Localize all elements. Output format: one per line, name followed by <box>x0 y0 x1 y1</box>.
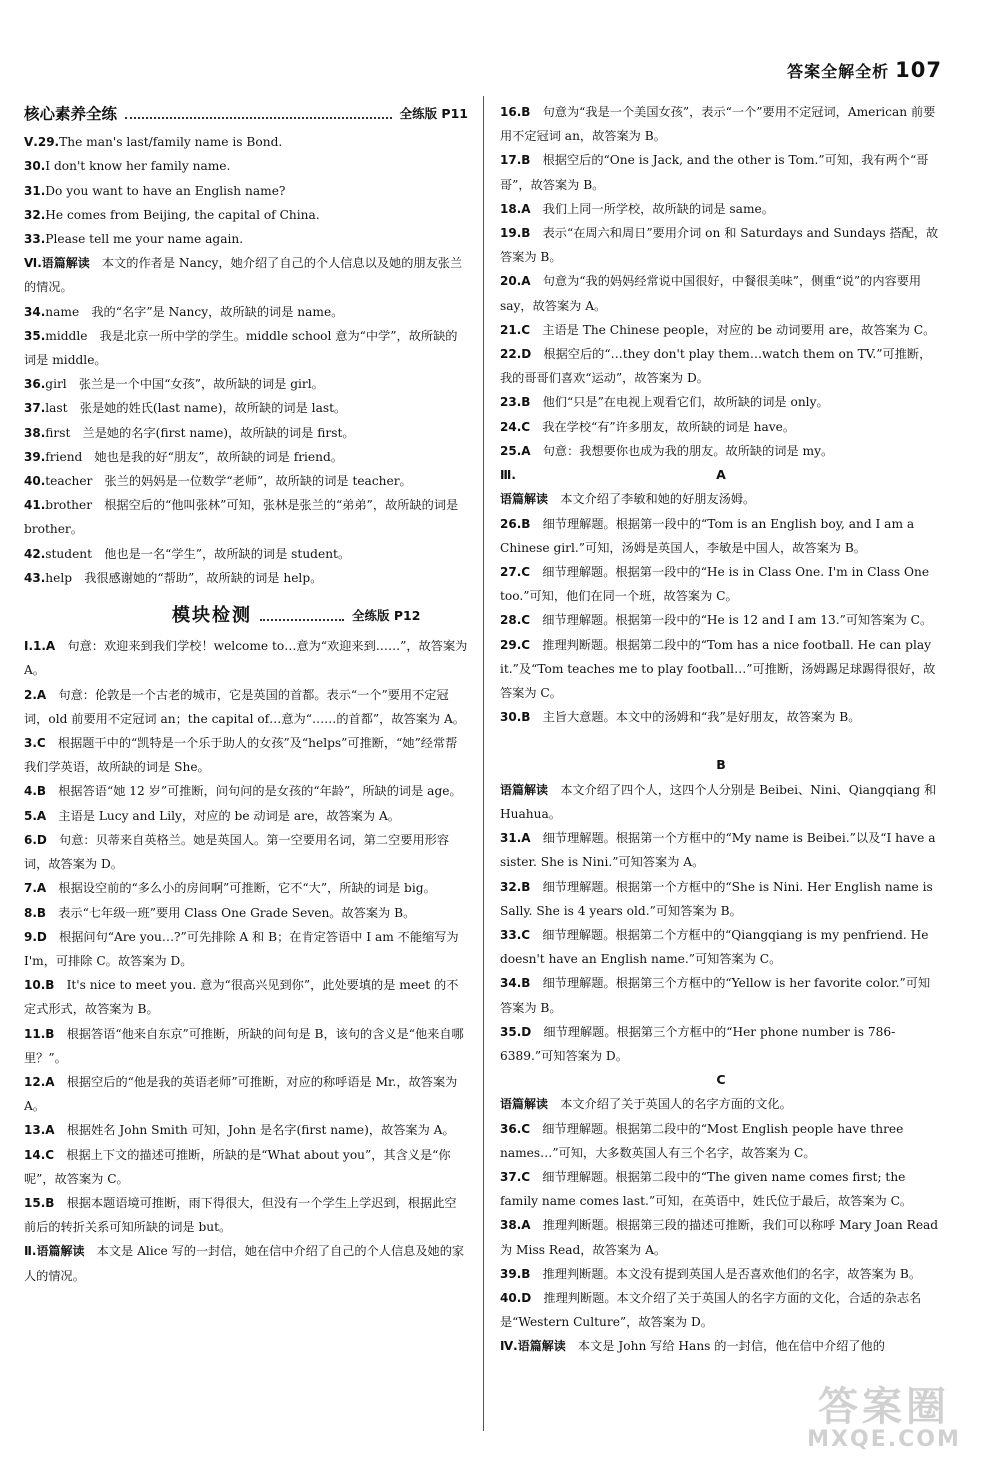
answer-item <box>500 923 942 971</box>
answer-text: 主语是 The Chinese people，对应的 be 动词要用 are，故答案为 C。 <box>530 322 936 337</box>
answer-item <box>500 705 942 729</box>
answer-text: 句意：欢迎来到我们学校！welcome to…意为“欢迎来到……”，故答案为 A。 <box>24 639 468 678</box>
answer-number: 14.C <box>24 1147 55 1162</box>
answer-text: 我在学校“有”许多朋友，故所缺的词是 have。 <box>530 419 796 434</box>
answer-list-3b <box>500 778 942 1068</box>
answer-number: 32.B <box>500 879 531 894</box>
watermark-line2: MXQE.COM <box>807 1427 961 1452</box>
answer-text: 主语是 Lucy and Lily，对应的 be 动词是 are，故答案为 A。 <box>46 808 400 823</box>
answer-number: 20.A <box>500 274 531 289</box>
answer-item <box>500 1213 942 1261</box>
answer-text: Do you want to have an English name? <box>45 183 286 198</box>
answer-number: 16.B <box>500 105 531 119</box>
answer-number: 28.C <box>500 613 531 628</box>
answer-item <box>24 683 468 731</box>
section-title: 模块检测 <box>172 605 252 627</box>
answer-item <box>24 130 468 154</box>
answer-item <box>500 439 942 463</box>
answer-text: Please tell me your name again. <box>45 232 244 247</box>
watermark-logo <box>794 1386 974 1458</box>
answer-text: 细节理解题。根据第二段中的“Most English people have three names…”可知，大多数英国人有三个名字，故答案为 C。 <box>500 1121 904 1160</box>
answer-number: 6.D <box>24 832 47 847</box>
answer-item <box>24 396 468 420</box>
answer-item <box>500 100 942 148</box>
answer-number: 18.A <box>500 201 531 216</box>
dotted-leader <box>125 109 392 119</box>
answer-item <box>500 1165 942 1213</box>
answer-item <box>24 1239 468 1287</box>
page-header <box>787 58 942 82</box>
answer-text: 根据题干中的“凯特是一个乐于助人的女孩”及“helps”可推断，“她”经常帮我们学英语，故所缺的词是 She。 <box>24 736 458 775</box>
answer-text: 根据设空前的“多么小的房间啊”可推断，它不“大”，所缺的词是 big。 <box>46 881 436 896</box>
answer-item <box>500 415 942 439</box>
answer-number: 29.C <box>500 637 531 652</box>
answer-item <box>24 324 468 372</box>
answer-item <box>24 876 468 900</box>
section-heading-core <box>24 102 468 126</box>
answer-text: 细节理解题。根据第三个方框中的“Yellow is her favorite color.”可知答案为 B。 <box>500 976 931 1015</box>
answer-item <box>500 1334 942 1358</box>
answer-item <box>24 179 468 203</box>
answer-item <box>24 445 468 469</box>
answer-number: 37. <box>24 401 46 416</box>
answer-number: 19.B <box>500 226 531 241</box>
answer-number: 32. <box>24 207 46 222</box>
answer-number: 30.B <box>500 710 531 725</box>
answer-number: 15.B <box>24 1195 55 1210</box>
answer-number: 3.C <box>24 736 46 751</box>
answer-number: 43. <box>24 570 46 585</box>
answer-text: first 兰是她的名字(first name)，故所缺的词是 first。 <box>45 425 355 440</box>
answer-text: student 他也是一名“学生”，故所缺的词是 student。 <box>45 546 351 561</box>
answer-text: girl 张兰是一个中国“女孩”，故所缺的词是 girl。 <box>45 377 324 392</box>
answer-item <box>500 342 942 390</box>
answer-item <box>500 1262 942 1286</box>
answer-item <box>24 542 468 566</box>
answer-text: 本文介绍了李敏和她的好朋友汤姆。 <box>548 492 756 507</box>
answer-number: 7.A <box>24 881 47 896</box>
answer-number: 语篇解读 <box>500 492 549 507</box>
answer-text: 推理判断题。本文介绍了关于英国人的名字方面的文化，合适的杂志名是“Western Culture”，故答案为 D。 <box>500 1290 922 1330</box>
answer-text: 细节理解题。根据第一段中的“Tom is an English boy, and I am a Chinese girl.”可知，汤姆是英国人，李敏是中国人，故答案为 B。 <box>500 516 915 555</box>
answer-item <box>24 925 468 973</box>
watermark-line1: 答案圈 <box>818 1384 950 1430</box>
answer-number: Ⅱ.语篇解读 <box>24 1244 85 1259</box>
answer-number: 12.A <box>24 1074 55 1089</box>
answer-text: 细节理解题。根据第二段中的“The given name comes first; the family name comes last.”可知，在英语中，姓氏位于最后，故答案为 C。 <box>500 1169 913 1209</box>
section-title: 核心素养全练 <box>24 105 118 123</box>
answer-text: 本文是 John 写给 Hans 的一封信，他在信中介绍了他的 <box>565 1339 885 1354</box>
answer-item <box>24 421 468 445</box>
answer-number: 38.A <box>500 1218 531 1233</box>
answer-text: 本文介绍了关于英国人的名字方面的文化。 <box>548 1097 792 1112</box>
answer-item <box>24 828 468 876</box>
answer-number: 27.C <box>500 565 531 580</box>
answer-text: 根据上下文的描述可推断，所缺的是“What about you”，其含义是“你呢”，故答案为 C。 <box>24 1147 451 1186</box>
answer-text: 根据空后的“…they don't play them…watch them on TV.”可推断，我的哥哥们喜欢“运动”，故答案为 D。 <box>500 347 932 386</box>
answer-text: brother 根据空后的“他叫张林”可知，张林是张兰的“弟弟”，故所缺的词是 brother。 <box>24 498 459 537</box>
answer-item <box>24 1070 468 1118</box>
answer-item <box>500 1286 942 1334</box>
answer-number: 11.B <box>24 1026 55 1041</box>
page-number: 107 <box>895 58 942 82</box>
answer-item <box>500 197 942 221</box>
answer-item <box>500 608 942 632</box>
answer-number: 33. <box>24 232 46 247</box>
answer-item <box>24 1022 468 1070</box>
answer-number: 26.B <box>500 516 531 531</box>
answer-item <box>24 469 468 493</box>
answer-item <box>500 826 942 874</box>
answer-item <box>500 487 942 511</box>
answer-number: 36. <box>24 377 46 392</box>
answer-text: 根据空后的“他是我的英语老师”可推断，对应的称呼语是 Mr.，故答案为 A。 <box>24 1074 458 1114</box>
column-divider <box>483 96 484 1431</box>
answer-number: 36.C <box>500 1121 531 1136</box>
answer-number: 41. <box>24 498 46 513</box>
answer-text: 句意：伦敦是一个古老的城市，它是英国的首都。表示“一个”要用不定冠词，old 前要用不定冠词 an；the capital of…意为“……的首都”，故答案为 A。 <box>24 687 465 726</box>
answer-item <box>24 731 468 779</box>
answer-text: I don't know her family name. <box>45 159 231 174</box>
answer-list-3a <box>500 487 942 729</box>
answer-number: Ⅵ.语篇解读 <box>24 256 90 271</box>
answer-item <box>500 560 942 608</box>
answer-text: middle 我是北京一所中学的学生。middle school 意为“中学”，故所缺的词是 middle。 <box>24 328 458 368</box>
answer-text: teacher 张兰的妈妈是一位数学“老师”，故所缺的词是 teacher。 <box>45 474 412 489</box>
answer-text: 本文介绍了四个人，这四个人分别是 Beibei、Nini、Qiangqiang 和 Huahua。 <box>500 782 937 821</box>
answer-item <box>24 1118 468 1142</box>
answer-number: Ⅰ.1.A <box>24 639 56 654</box>
answer-text: 细节理解题。根据第二个方框中的“Qiangqiang is my penfriend. He doesn't have an English name.”可知答案为 C。 <box>500 927 929 967</box>
answer-number: 34. <box>24 304 46 319</box>
section-heading-module <box>172 604 468 628</box>
answer-number: 25.A <box>500 443 531 458</box>
answer-item <box>24 372 468 396</box>
answer-text: 推理判断题。根据第二段中的“Tom has a nice football. He can play it.”及“Tom teaches me to play football…”可推断，汤姆踢足球踢得很好，故答案为 C。 <box>500 637 936 701</box>
header-title: 答案全解全析 <box>787 62 890 81</box>
answer-item <box>24 1191 468 1239</box>
answer-list-part2 <box>500 100 942 463</box>
subsection-a: A <box>716 467 726 483</box>
answer-text: 他们“只是”在电视上观看它们，故所缺的词是 only。 <box>530 395 829 410</box>
answer-text: 表示“七年级一班”要用 Class One Grade Seven。故答案为 B。 <box>46 905 416 920</box>
answer-item <box>500 390 942 414</box>
answer-item <box>500 148 942 196</box>
answer-number: 9.D <box>24 929 47 944</box>
answer-number: 23.B <box>500 395 531 410</box>
answer-number: 34.B <box>500 976 531 991</box>
answer-text: 根据本题语境可推断，雨下得很大，但没有一个学生上学迟到，根据此空前后的转折关系可知所缺的词是 but。 <box>24 1195 457 1235</box>
answer-item <box>24 901 468 925</box>
answer-text: 根据空后的“One is Jack, and the other is Tom.”可知，我有两个“哥哥”，故答案为 B。 <box>500 153 929 192</box>
answer-number: 22.D <box>500 347 532 362</box>
answer-list-3c <box>500 1092 942 1358</box>
answer-item <box>24 493 468 541</box>
answer-number: 37.C <box>500 1169 531 1184</box>
answer-text: help 我很感谢她的“帮助”，故所缺的词是 help。 <box>45 570 323 585</box>
answer-number: 33.C <box>500 927 531 942</box>
answer-number: 13.A <box>24 1123 55 1138</box>
answer-number: 39.B <box>500 1266 531 1281</box>
answer-number: 4.B <box>24 784 47 799</box>
answer-text: 细节理解题。根据第一个方框中的“My name is Beibei.”以及“I have a sister. She is Nini.”可知答案为 A。 <box>500 831 936 870</box>
answer-item <box>24 251 468 299</box>
answer-text: 根据问句“Are you…?”可先排除 A 和 B；在肯定答语中 I am 不能缩写为 I'm，可排除 C。故答案为 D。 <box>24 929 459 968</box>
answer-text: 推理判断题。本文没有提到英国人是否喜欢他们的名字，故答案为 B。 <box>530 1266 922 1281</box>
answer-text: He comes from Beijing, the capital of China. <box>45 207 320 222</box>
left-column <box>24 100 468 1440</box>
answer-number: 8.B <box>24 905 47 920</box>
answer-item <box>500 1092 942 1116</box>
answer-number: 语篇解读 <box>500 1097 549 1112</box>
answer-item <box>24 227 468 251</box>
answer-text: 推理判断题。根据第三段的描述可推断，我们可以称呼 Mary Joan Read 为 Miss Read，故答案为 A。 <box>500 1218 939 1257</box>
answer-number: 35.D <box>500 1024 532 1039</box>
answer-text: last 张是她的姓氏(last name)，故所缺的词是 last。 <box>45 401 347 416</box>
answer-item <box>500 1020 942 1068</box>
answer-number: 40. <box>24 474 46 489</box>
answer-item <box>24 1143 468 1191</box>
answer-text: name 我的“名字”是 Nancy，故所缺的词是 name。 <box>45 304 344 319</box>
answer-number: Ⅴ.29. <box>24 135 60 150</box>
answer-text: 细节理解题。根据第一段中的“He is in Class One. I'm in Class One too.”可知，他们在同一个班，故答案为 C。 <box>500 565 930 604</box>
answer-text: friend 她也是我的好“朋友”，故所缺的词是 friend。 <box>45 449 343 464</box>
answer-text: 句意为“我是一个美国女孩”，表示“一个”要用不定冠词，American 前要用不定冠词 an，故答案为 B。 <box>500 105 936 144</box>
answer-number: 31.A <box>500 831 531 846</box>
answer-text: 表示“在周六和周日”要用介词 on 和 Saturdays and Sundays 搭配，故答案为 B。 <box>500 226 939 265</box>
answer-text: 我们上同一所学校，故所缺的词是 same。 <box>530 201 774 216</box>
answer-number: 21.C <box>500 322 531 337</box>
answer-item <box>24 154 468 178</box>
answer-item <box>24 634 468 682</box>
answer-item <box>24 973 468 1021</box>
answer-item <box>500 875 942 923</box>
answer-text: It's nice to meet you. 意为“很高兴见到你”，此处要填的是 meet 的不定式形式，故答案为 B。 <box>24 978 459 1017</box>
answer-item <box>24 779 468 803</box>
answer-text: 细节理解题。根据第三个方框中的“Her phone number is 786-6389.”可知答案为 D。 <box>500 1024 896 1063</box>
dotted-leader <box>260 611 344 621</box>
answer-number: 语篇解读 <box>500 782 549 797</box>
answer-text: 句意：贝蒂来自英格兰。她是英国人。第一空要用名词，第二空要用形容词，故答案为 D。 <box>24 832 450 872</box>
answer-text: The man's last/family name is Bond. <box>59 135 283 150</box>
answer-number: 35. <box>24 328 46 343</box>
answer-number: 40.D <box>500 1290 532 1305</box>
answer-number: Ⅳ.语篇解读 <box>500 1339 566 1354</box>
answer-text: 本文是 Alice 写的一封信，她在信中介绍了自己的个人信息及她的家人的情况。 <box>24 1244 465 1283</box>
answer-number: 24.C <box>500 419 531 434</box>
answer-item <box>500 778 942 826</box>
section-ref: 全练版 P12 <box>352 608 421 624</box>
subsection-b: B <box>716 757 726 773</box>
answer-text: 根据姓名 John Smith 可知，John 是名字(first name)，故答案为 A。 <box>54 1123 455 1138</box>
right-column <box>500 100 942 1440</box>
answer-number: 10.B <box>24 978 55 993</box>
answer-text: 句意为“我的妈妈经常说中国很好，中餐很美味”，侧重“说”的内容要用 say，故答案为 A。 <box>500 274 922 313</box>
answer-item <box>24 203 468 227</box>
answer-item <box>500 512 942 560</box>
answer-number: 17.B <box>500 153 531 168</box>
answer-number: 42. <box>24 546 46 561</box>
answer-number: 38. <box>24 425 46 440</box>
answer-text: 细节理解题。根据第一段中的“He is 12 and I am 13.”可知答案为 C。 <box>530 613 933 628</box>
answer-item <box>500 971 942 1019</box>
answer-text: 主旨大意题。本文中的汤姆和“我”是好朋友，故答案为 B。 <box>530 710 861 725</box>
answer-number: 5.A <box>24 808 47 823</box>
answer-item <box>500 1117 942 1165</box>
answer-item <box>500 269 942 317</box>
answer-number: 2.A <box>24 687 47 702</box>
answer-item <box>500 633 942 706</box>
spacer <box>500 729 942 753</box>
answer-item <box>500 318 942 342</box>
answer-list-core <box>24 130 468 590</box>
answer-item <box>500 221 942 269</box>
answer-text: 根据答语“他来自东京”可推断，所缺的问句是 B，该句的含义是“他来自哪里？”。 <box>24 1026 464 1065</box>
answer-item <box>24 566 468 590</box>
answer-text: 细节理解题。根据第一个方框中的“She is Nini. Her English name is Sally. She is 4 years old.”可知答案为 B。 <box>500 879 933 918</box>
part-label: Ⅲ. <box>500 468 516 483</box>
section-ref: 全练版 P11 <box>399 106 468 121</box>
answer-text: 句意：我想要你也成为我的朋友。故所缺的词是 my。 <box>530 443 834 458</box>
answer-item <box>24 300 468 324</box>
answer-number: 30. <box>24 159 46 174</box>
subsection-c: C <box>716 1072 726 1088</box>
answer-text: 本文的作者是 Nancy，她介绍了自己的个人信息以及她的朋友张兰的情况。 <box>24 256 463 295</box>
answer-item <box>24 804 468 828</box>
answer-list-module <box>24 634 468 1287</box>
answer-text: 根据答语“她 12 岁”可推断，问句问的是女孩的“年龄”，所缺的词是 age。 <box>46 784 462 799</box>
answer-number: 39. <box>24 449 46 464</box>
answer-number: 31. <box>24 183 46 198</box>
